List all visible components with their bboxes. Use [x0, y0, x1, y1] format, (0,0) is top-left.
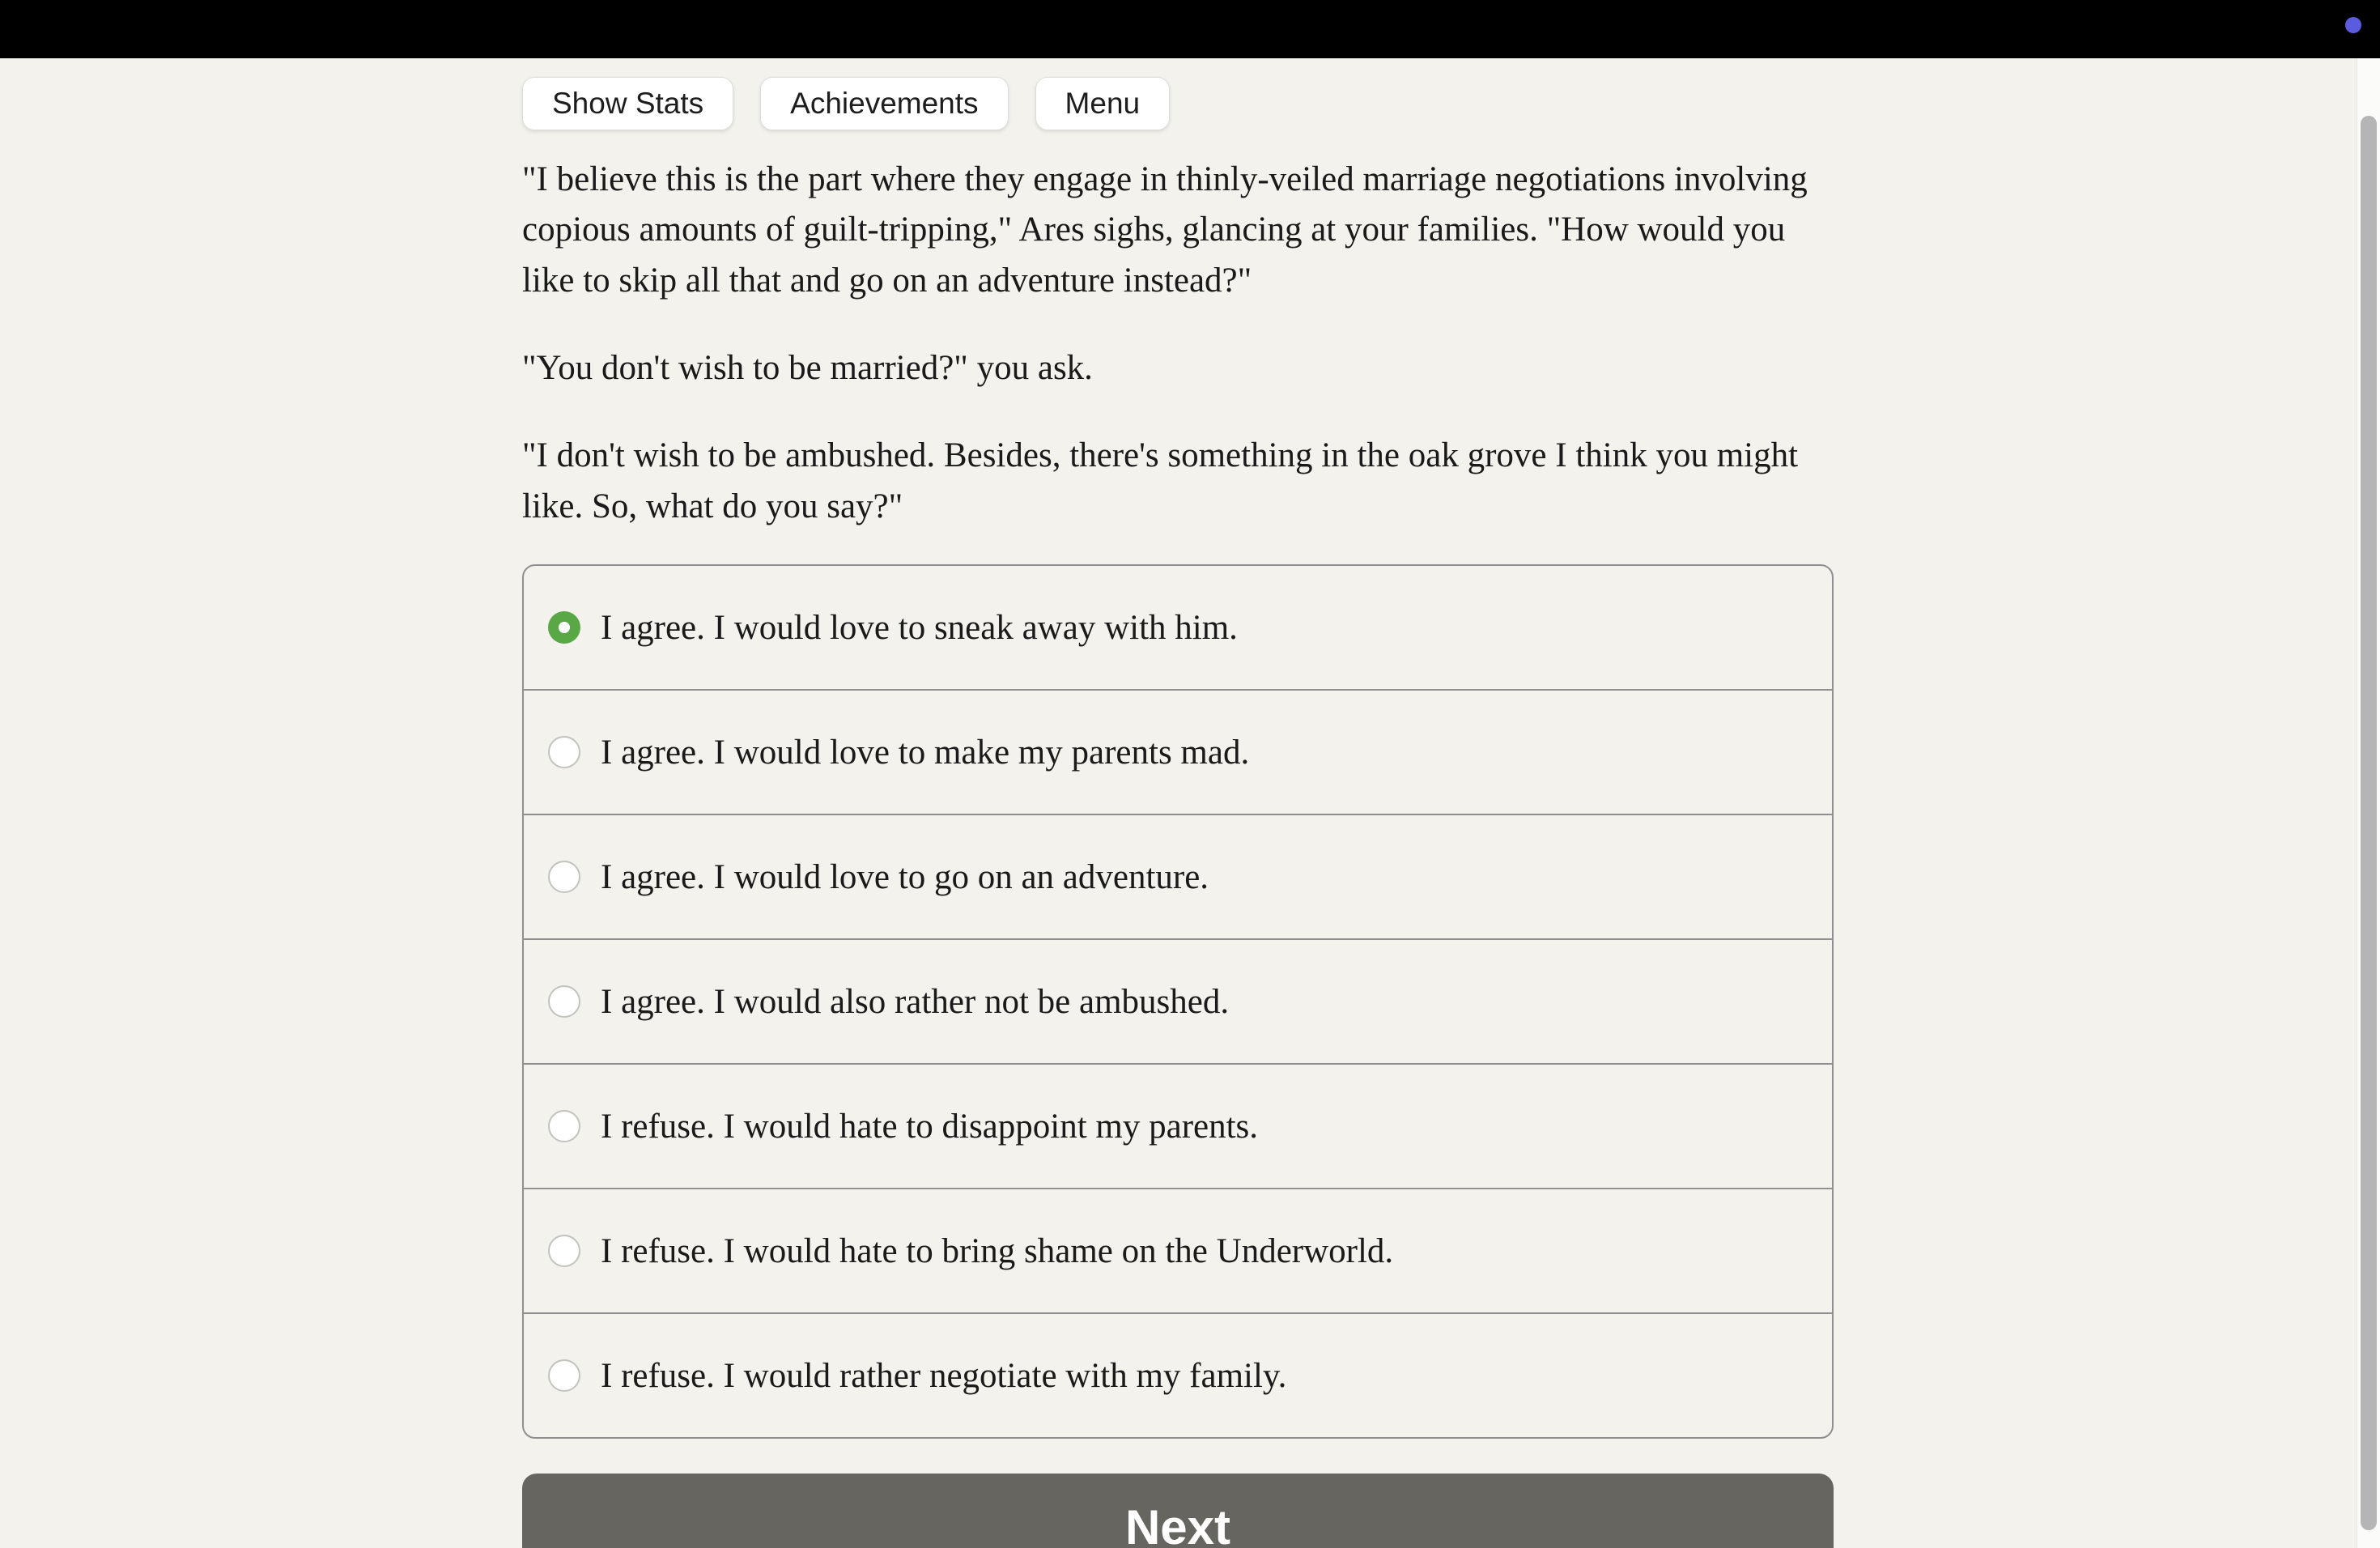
status-dot-icon — [2345, 17, 2361, 33]
toolbar-button-achievements[interactable]: Achievements — [760, 77, 1008, 130]
choice-option-label: I refuse. I would hate to disappoint my parents. — [601, 1107, 1259, 1146]
top-bar — [0, 0, 2380, 58]
story-text — [522, 155, 1834, 532]
choice-option[interactable] — [524, 1188, 1832, 1312]
radio-icon[interactable] — [548, 1359, 580, 1392]
choice-option-label: I agree. I would love to make my parents mad. — [601, 733, 1250, 772]
choice-option-label: I agree. I would love to go on an adventure. — [601, 857, 1209, 896]
radio-icon[interactable] — [548, 985, 580, 1018]
scrollbar-thumb[interactable] — [2361, 116, 2377, 1530]
radio-selected-icon[interactable] — [548, 611, 580, 644]
story-paragraph: "I believe this is the part where they engage in thinly-veiled marriage negotiations involving copious amounts of guilt-tripping," Ares sighs, glancing at your families. "How would you like to skip all that and go on an adventure instead?" — [522, 160, 1808, 300]
choice-option-label: I refuse. I would rather negotiate with my family. — [601, 1356, 1287, 1395]
radio-icon[interactable] — [548, 736, 580, 768]
story-paragraph: "You don't wish to be married?" you ask. — [522, 349, 1093, 388]
toolbar-button-menu[interactable]: Menu — [1035, 77, 1171, 130]
choice-option[interactable] — [524, 1312, 1832, 1437]
choice-option[interactable] — [524, 814, 1832, 938]
scrollbar-track[interactable] — [2357, 58, 2380, 1548]
choice-option[interactable] — [524, 1063, 1832, 1188]
choice-option[interactable] — [524, 938, 1832, 1063]
choice-option-label: I agree. I would also rather not be ambushed. — [601, 982, 1230, 1021]
toolbar-button-show-stats[interactable]: Show Stats — [522, 77, 733, 130]
radio-icon[interactable] — [548, 1235, 580, 1267]
page-content — [522, 58, 1834, 1548]
next-button[interactable]: Next — [522, 1474, 1834, 1548]
choice-list — [522, 564, 1834, 1439]
choice-option[interactable] — [524, 689, 1832, 814]
choice-option-label: I refuse. I would hate to bring shame on the Underworld. — [601, 1231, 1394, 1270]
choice-option[interactable] — [524, 566, 1832, 689]
choice-option-label: I agree. I would love to sneak away with him. — [601, 608, 1238, 647]
story-paragraph: "I don't wish to be ambushed. Besides, there's something in the oak grove I think you might like. So, what do you say?" — [522, 436, 1799, 525]
toolbar — [522, 77, 1834, 130]
radio-icon[interactable] — [548, 861, 580, 893]
radio-icon[interactable] — [548, 1110, 580, 1142]
